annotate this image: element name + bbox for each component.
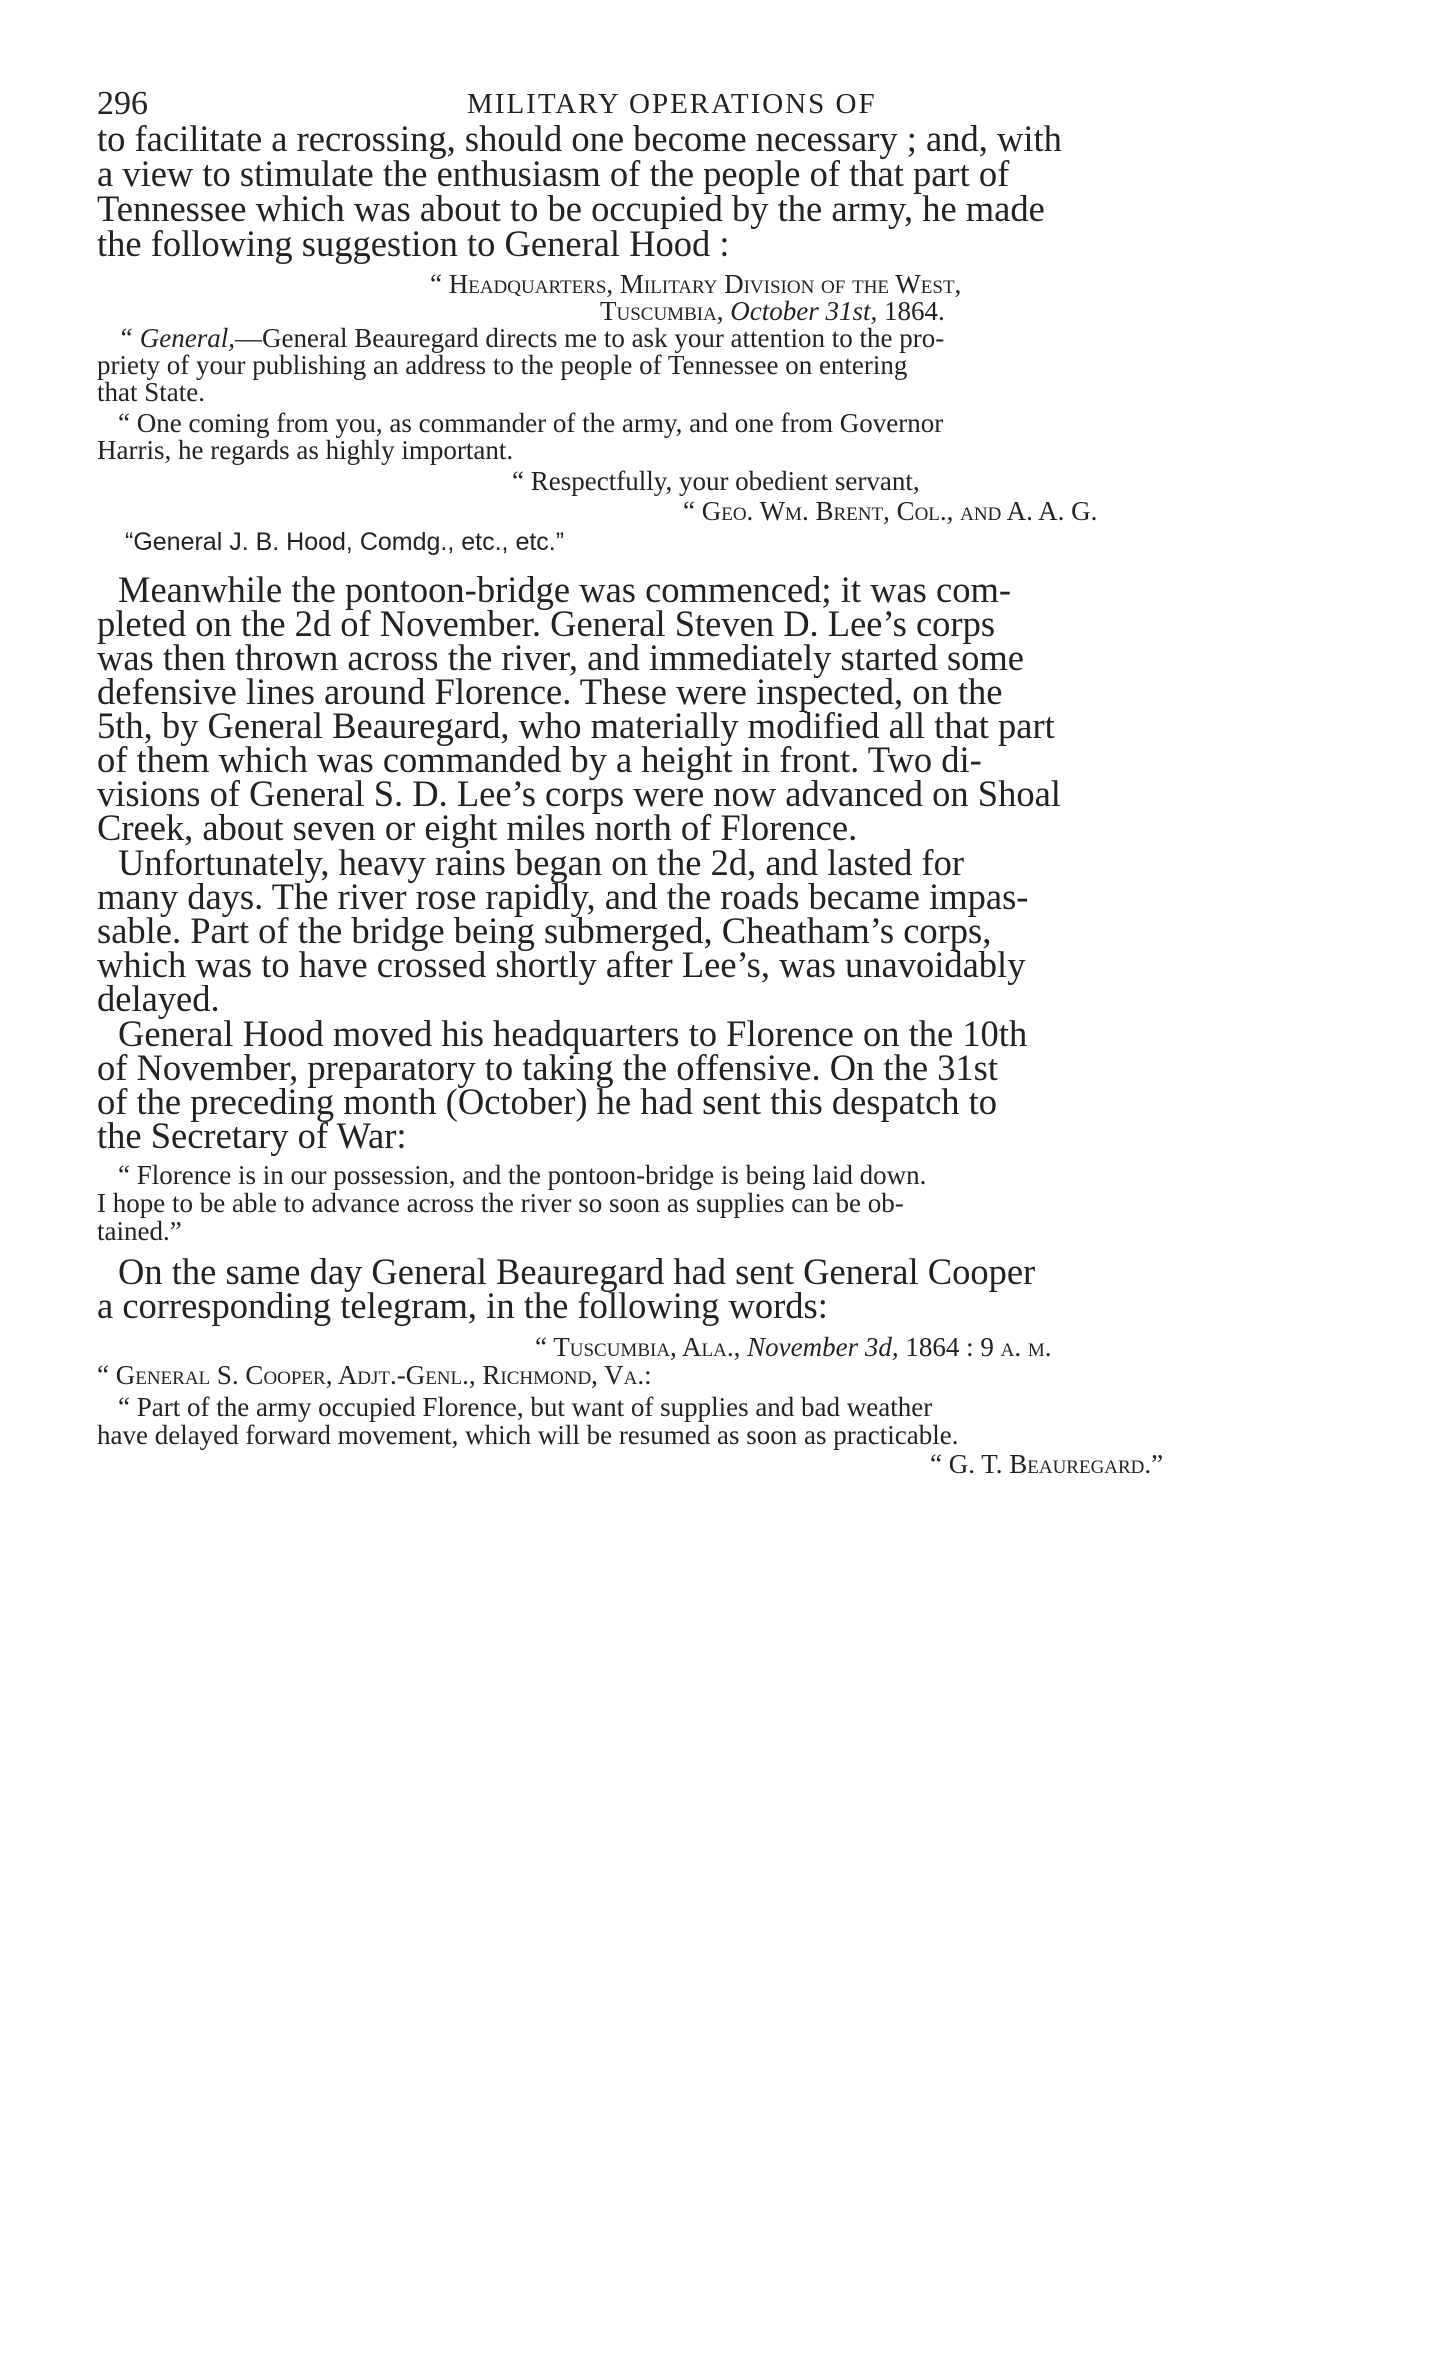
letter-closing: “ Respectfully, your obedient servant, (512, 466, 920, 496)
body-line: 5th, by General Beauregard, who materially modified all that part (97, 705, 1055, 746)
body-line: Meanwhile the pontoon-bridge was commenced; it was com- (118, 569, 1011, 610)
telegram-place: “ Tuscumbia, Ala., (535, 1332, 748, 1362)
letter-text: —General Beauregard directs me to ask your attention to the pro- (235, 323, 945, 353)
letter-line: Harris, he regards as highly important. (97, 435, 514, 465)
body-line: a view to stimulate the enthusiasm of the people of that part of (97, 153, 1010, 194)
despatch-line: I hope to be able to advance across the river so soon as supplies can be ob- (97, 1188, 904, 1218)
despatch-line: tained.” (97, 1216, 182, 1246)
telegram-time: 1864 : 9 a. m. (898, 1332, 1052, 1362)
body-line: General Hood moved his headquarters to Florence on the 10th (118, 1013, 1028, 1054)
letter-place: Tuscumbia, (600, 296, 731, 326)
body-line: which was to have crossed shortly after Lee’s, was unavoidably (97, 944, 1026, 985)
letter-line: priety of your publishing an address to the people of Tennessee on entering (97, 350, 908, 380)
body-line: Unfortunately, heavy rains began on the 2d, and lasted for (118, 842, 964, 883)
letter-addressee: “General J. B. Hood, Comdg., etc., etc.” (125, 528, 565, 556)
body-line: On the same day General Beauregard had sent General Cooper (118, 1251, 1036, 1292)
body-line: a corresponding telegram, in the following words: (97, 1285, 828, 1326)
body-line: delayed. (97, 978, 220, 1019)
letter-date: October 31st, (730, 296, 878, 326)
telegram-date: November 3d, (747, 1332, 899, 1362)
body-line: defensive lines around Florence. These were inspected, on the (97, 671, 1003, 712)
body-line: of the preceding month (October) he had sent this despatch to (97, 1081, 998, 1122)
body-line: visions of General S. D. Lee’s corps were now advanced on Shoal (97, 773, 1061, 814)
telegram-signature: “ G. T. Beauregard.” (930, 1449, 1164, 1479)
despatch-line: “ Florence is in our possession, and the pontoon-bridge is being laid down. (118, 1160, 927, 1190)
running-head: MILITARY OPERATIONS OF (467, 88, 877, 120)
body-line: many days. The river rose rapidly, and the roads became impas- (97, 876, 1029, 917)
body-line: the Secretary of War: (97, 1115, 407, 1156)
body-line: was then thrown across the river, and immediately started some (97, 637, 1024, 678)
body-line: Tennessee which was about to be occupied by the army, he made (97, 188, 1045, 229)
body-line: the following suggestion to General Hood : (97, 223, 730, 264)
page-number: 296 (97, 85, 148, 122)
body-line: of November, preparatory to taking the offensive. On the 31st (97, 1047, 998, 1088)
body-line: sable. Part of the bridge being submerged, Cheatham’s corps, (97, 910, 992, 951)
letter-line: that State. (97, 377, 205, 407)
letter-salutation: “ General, (118, 323, 235, 353)
telegram-to: “ General S. Cooper, Adjt.-Genl., Richmond, Va.: (97, 1360, 652, 1390)
body-line: to facilitate a recrossing, should one become necessary ; and, with (97, 118, 1062, 159)
letter-line: “ One coming from you, as commander of the army, and one from Governor (118, 408, 944, 438)
letter-signature: “ Geo. Wm. Brent, Col., and A. A. G. (683, 496, 1098, 526)
body-line: pleted on the 2d of November. General Steven D. Lee’s corps (97, 603, 996, 644)
telegram-line: have delayed forward movement, which will be resumed as soon as practicable. (97, 1420, 959, 1450)
letter-heading: “ Headquarters, Military Division of the West, (430, 269, 962, 299)
body-line: of them which was commanded by a height in front. Two di- (97, 739, 982, 780)
body-line: Creek, about seven or eight miles north of Florence. (97, 807, 858, 848)
telegram-line: “ Part of the army occupied Florence, but want of supplies and bad weather (118, 1392, 933, 1422)
letter-year: 1864. (877, 296, 945, 326)
